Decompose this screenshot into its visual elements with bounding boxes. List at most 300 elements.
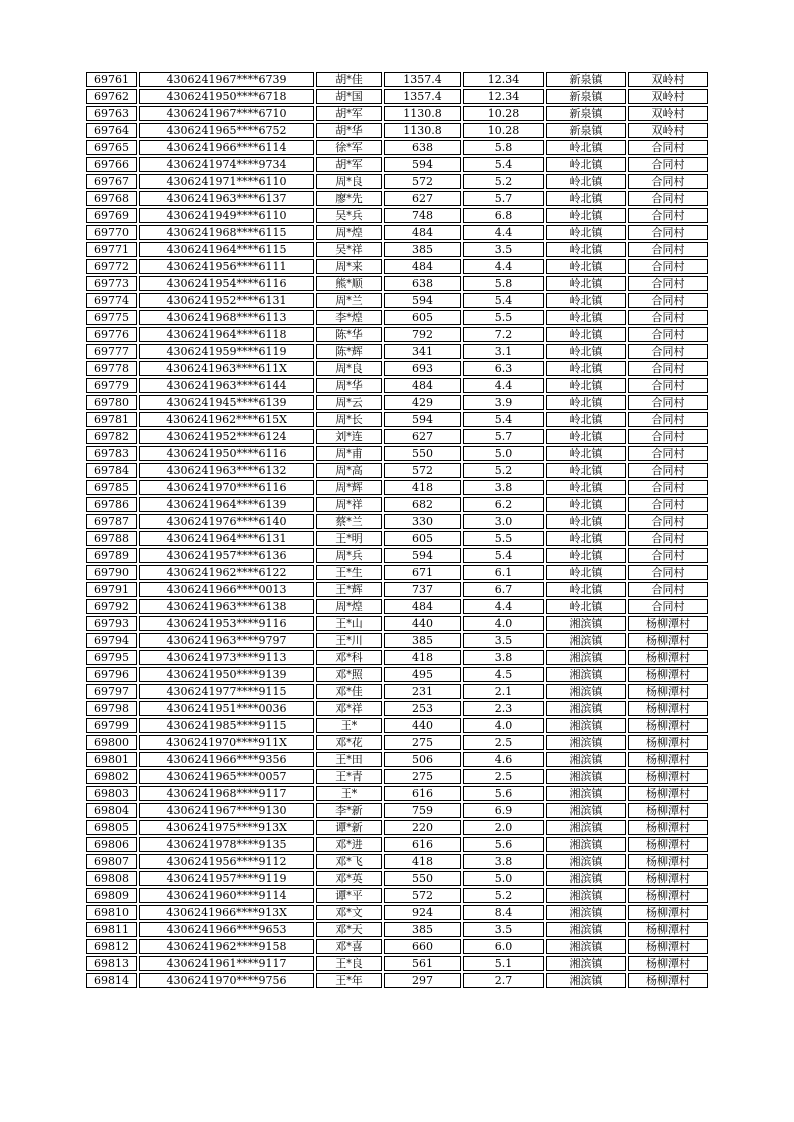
- cell-value-b: 5.6: [463, 837, 544, 852]
- cell-masked-name: 周*甫: [316, 446, 382, 461]
- cell-value-b: 2.5: [463, 769, 544, 784]
- cell-index: 69781: [86, 412, 137, 427]
- cell-value-b: 6.9: [463, 803, 544, 818]
- cell-value-b: 12.34: [463, 72, 544, 87]
- cell-masked-id-number: 4306241966****913X: [139, 905, 314, 920]
- cell-value-a: 627: [384, 191, 461, 206]
- cell-value-b: 5.8: [463, 140, 544, 155]
- table-row: [86, 463, 708, 478]
- cell-value-a: 253: [384, 701, 461, 716]
- cell-value-b: 5.7: [463, 191, 544, 206]
- cell-masked-name: 周*良: [316, 174, 382, 189]
- cell-masked-id-number: 4306241956****6111: [139, 259, 314, 274]
- cell-village: 杨柳潭村: [628, 854, 708, 869]
- cell-town: 湘滨镇: [546, 854, 626, 869]
- cell-value-a: 275: [384, 769, 461, 784]
- cell-value-a: 418: [384, 480, 461, 495]
- cell-index: 69765: [86, 140, 137, 155]
- cell-value-b: 2.1: [463, 684, 544, 699]
- table-row: [86, 242, 708, 257]
- table-row: [86, 293, 708, 308]
- cell-value-a: 594: [384, 157, 461, 172]
- cell-town: 湘滨镇: [546, 633, 626, 648]
- table-row: [86, 939, 708, 954]
- cell-village: 合同村: [628, 191, 708, 206]
- cell-village: 合同村: [628, 259, 708, 274]
- cell-index: 69770: [86, 225, 137, 240]
- cell-town: 湘滨镇: [546, 701, 626, 716]
- cell-village: 合同村: [628, 548, 708, 563]
- cell-value-b: 3.9: [463, 395, 544, 410]
- cell-value-b: 8.4: [463, 905, 544, 920]
- cell-value-a: 484: [384, 599, 461, 614]
- cell-town: 岭北镇: [546, 140, 626, 155]
- table-row: [86, 752, 708, 767]
- cell-masked-id-number: 4306241952****6124: [139, 429, 314, 444]
- table-row: [86, 735, 708, 750]
- cell-masked-id-number: 4306241951****0036: [139, 701, 314, 716]
- cell-value-b: 4.4: [463, 378, 544, 393]
- cell-town: 湘滨镇: [546, 667, 626, 682]
- cell-village: 合同村: [628, 599, 708, 614]
- cell-village: 合同村: [628, 225, 708, 240]
- cell-index: 69807: [86, 854, 137, 869]
- cell-masked-name: 王*青: [316, 769, 382, 784]
- cell-value-a: 748: [384, 208, 461, 223]
- cell-value-a: 418: [384, 854, 461, 869]
- cell-value-a: 627: [384, 429, 461, 444]
- cell-village: 合同村: [628, 497, 708, 512]
- cell-value-b: 5.4: [463, 293, 544, 308]
- cell-masked-name: 周*云: [316, 395, 382, 410]
- cell-village: 杨柳潭村: [628, 667, 708, 682]
- cell-village: 合同村: [628, 242, 708, 257]
- table-row: [86, 395, 708, 410]
- cell-masked-id-number: 4306241963****6144: [139, 378, 314, 393]
- cell-value-a: 341: [384, 344, 461, 359]
- table-row: [86, 769, 708, 784]
- cell-index: 69774: [86, 293, 137, 308]
- cell-town: 湘滨镇: [546, 905, 626, 920]
- cell-index: 69784: [86, 463, 137, 478]
- cell-masked-name: 李*煌: [316, 310, 382, 325]
- cell-town: 湘滨镇: [546, 820, 626, 835]
- cell-village: 杨柳潭村: [628, 769, 708, 784]
- table-row: [86, 701, 708, 716]
- cell-masked-id-number: 4306241967****9130: [139, 803, 314, 818]
- cell-masked-id-number: 4306241950****6116: [139, 446, 314, 461]
- cell-town: 湘滨镇: [546, 922, 626, 937]
- cell-masked-id-number: 4306241963****6132: [139, 463, 314, 478]
- table-row: [86, 480, 708, 495]
- cell-index: 69783: [86, 446, 137, 461]
- cell-value-b: 4.4: [463, 225, 544, 240]
- cell-masked-id-number: 4306241967****6739: [139, 72, 314, 87]
- cell-town: 岭北镇: [546, 327, 626, 342]
- cell-masked-id-number: 4306241952****6131: [139, 293, 314, 308]
- cell-masked-id-number: 4306241965****6752: [139, 123, 314, 138]
- cell-index: 69794: [86, 633, 137, 648]
- cell-value-a: 330: [384, 514, 461, 529]
- cell-value-a: 429: [384, 395, 461, 410]
- cell-town: 新泉镇: [546, 89, 626, 104]
- cell-town: 岭北镇: [546, 157, 626, 172]
- cell-index: 69791: [86, 582, 137, 597]
- cell-village: 合同村: [628, 531, 708, 546]
- cell-value-b: 5.7: [463, 429, 544, 444]
- cell-index: 69804: [86, 803, 137, 818]
- cell-village: 合同村: [628, 378, 708, 393]
- cell-masked-id-number: 4306241970****911X: [139, 735, 314, 750]
- cell-value-a: 506: [384, 752, 461, 767]
- cell-town: 湘滨镇: [546, 752, 626, 767]
- cell-masked-name: 周*兰: [316, 293, 382, 308]
- table-row: [86, 854, 708, 869]
- cell-index: 69813: [86, 956, 137, 971]
- cell-index: 69786: [86, 497, 137, 512]
- cell-masked-name: 邓*天: [316, 922, 382, 937]
- cell-index: 69780: [86, 395, 137, 410]
- cell-masked-name: 王*辉: [316, 582, 382, 597]
- table-row: [86, 803, 708, 818]
- cell-value-a: 616: [384, 837, 461, 852]
- cell-masked-name: 胡*军: [316, 106, 382, 121]
- cell-value-b: 5.5: [463, 531, 544, 546]
- cell-value-a: 1130.8: [384, 106, 461, 121]
- cell-masked-name: 邓*祥: [316, 701, 382, 716]
- cell-value-b: 2.5: [463, 735, 544, 750]
- cell-index: 69803: [86, 786, 137, 801]
- cell-masked-name: 邓*科: [316, 650, 382, 665]
- cell-masked-id-number: 4306241965****0057: [139, 769, 314, 784]
- cell-value-b: 5.0: [463, 871, 544, 886]
- cell-village: 杨柳潭村: [628, 922, 708, 937]
- table-row: [86, 140, 708, 155]
- table-row: [86, 837, 708, 852]
- cell-masked-id-number: 4306241966****0013: [139, 582, 314, 597]
- cell-masked-name: 王*: [316, 718, 382, 733]
- cell-value-a: 484: [384, 225, 461, 240]
- cell-value-b: 5.5: [463, 310, 544, 325]
- cell-value-b: 6.1: [463, 565, 544, 580]
- cell-value-b: 3.8: [463, 854, 544, 869]
- cell-masked-name: 王*年: [316, 973, 382, 988]
- cell-masked-id-number: 4306241977****9115: [139, 684, 314, 699]
- table-row: [86, 820, 708, 835]
- cell-town: 岭北镇: [546, 310, 626, 325]
- cell-town: 湘滨镇: [546, 769, 626, 784]
- roster-table: [84, 70, 710, 990]
- cell-value-a: 792: [384, 327, 461, 342]
- cell-value-a: 572: [384, 174, 461, 189]
- cell-village: 合同村: [628, 140, 708, 155]
- cell-index: 69808: [86, 871, 137, 886]
- cell-index: 69798: [86, 701, 137, 716]
- cell-value-b: 2.3: [463, 701, 544, 716]
- cell-value-a: 671: [384, 565, 461, 580]
- cell-masked-name: 谭*平: [316, 888, 382, 903]
- cell-village: 合同村: [628, 327, 708, 342]
- cell-masked-id-number: 4306241945****6139: [139, 395, 314, 410]
- table-row: [86, 208, 708, 223]
- table-row: [86, 786, 708, 801]
- cell-masked-id-number: 4306241964****6118: [139, 327, 314, 342]
- cell-masked-id-number: 4306241985****9115: [139, 718, 314, 733]
- cell-masked-name: 廖*先: [316, 191, 382, 206]
- cell-village: 杨柳潭村: [628, 888, 708, 903]
- cell-town: 岭北镇: [546, 463, 626, 478]
- cell-value-b: 3.8: [463, 480, 544, 495]
- cell-value-a: 682: [384, 497, 461, 512]
- cell-index: 69810: [86, 905, 137, 920]
- cell-village: 杨柳潭村: [628, 973, 708, 988]
- cell-village: 杨柳潭村: [628, 939, 708, 954]
- cell-masked-name: 周*来: [316, 259, 382, 274]
- cell-masked-id-number: 4306241963****6138: [139, 599, 314, 614]
- cell-value-a: 561: [384, 956, 461, 971]
- cell-town: 岭北镇: [546, 599, 626, 614]
- cell-index: 69782: [86, 429, 137, 444]
- cell-value-b: 4.0: [463, 616, 544, 631]
- cell-masked-name: 周*煌: [316, 599, 382, 614]
- cell-value-a: 594: [384, 293, 461, 308]
- cell-value-a: 495: [384, 667, 461, 682]
- cell-index: 69793: [86, 616, 137, 631]
- cell-masked-id-number: 4306241962****615X: [139, 412, 314, 427]
- cell-value-b: 5.4: [463, 548, 544, 563]
- cell-index: 69801: [86, 752, 137, 767]
- cell-masked-name: 邓*佳: [316, 684, 382, 699]
- cell-index: 69800: [86, 735, 137, 750]
- cell-index: 69767: [86, 174, 137, 189]
- cell-index: 69768: [86, 191, 137, 206]
- cell-town: 湘滨镇: [546, 871, 626, 886]
- cell-masked-id-number: 4306241954****6116: [139, 276, 314, 291]
- cell-value-b: 4.4: [463, 259, 544, 274]
- cell-masked-id-number: 4306241956****9112: [139, 854, 314, 869]
- table-row: [86, 616, 708, 631]
- cell-value-a: 297: [384, 973, 461, 988]
- cell-masked-name: 周*长: [316, 412, 382, 427]
- cell-masked-id-number: 4306241978****9135: [139, 837, 314, 852]
- cell-masked-name: 邓*进: [316, 837, 382, 852]
- cell-village: 杨柳潭村: [628, 752, 708, 767]
- cell-masked-name: 胡*华: [316, 123, 382, 138]
- cell-masked-name: 邓*花: [316, 735, 382, 750]
- cell-town: 湘滨镇: [546, 735, 626, 750]
- cell-value-b: 4.0: [463, 718, 544, 733]
- cell-town: 岭北镇: [546, 225, 626, 240]
- cell-value-b: 3.8: [463, 650, 544, 665]
- cell-value-a: 616: [384, 786, 461, 801]
- cell-town: 新泉镇: [546, 106, 626, 121]
- cell-index: 69785: [86, 480, 137, 495]
- cell-index: 69762: [86, 89, 137, 104]
- cell-index: 69787: [86, 514, 137, 529]
- cell-masked-id-number: 4306241963****611X: [139, 361, 314, 376]
- cell-value-a: 638: [384, 140, 461, 155]
- table-row: [86, 412, 708, 427]
- cell-masked-id-number: 4306241966****9653: [139, 922, 314, 937]
- cell-masked-id-number: 4306241953****9116: [139, 616, 314, 631]
- cell-town: 湘滨镇: [546, 956, 626, 971]
- cell-village: 合同村: [628, 361, 708, 376]
- table-row: [86, 310, 708, 325]
- cell-masked-id-number: 4306241968****6113: [139, 310, 314, 325]
- cell-value-a: 737: [384, 582, 461, 597]
- cell-masked-id-number: 4306241959****6119: [139, 344, 314, 359]
- cell-village: 合同村: [628, 480, 708, 495]
- cell-value-a: 550: [384, 871, 461, 886]
- cell-index: 69764: [86, 123, 137, 138]
- cell-value-b: 5.2: [463, 888, 544, 903]
- cell-town: 岭北镇: [546, 191, 626, 206]
- cell-value-b: 2.0: [463, 820, 544, 835]
- cell-index: 69772: [86, 259, 137, 274]
- table-row: [86, 922, 708, 937]
- cell-value-b: 3.5: [463, 242, 544, 257]
- cell-index: 69814: [86, 973, 137, 988]
- cell-index: 69796: [86, 667, 137, 682]
- table-row: [86, 225, 708, 240]
- cell-index: 69771: [86, 242, 137, 257]
- cell-masked-name: 蔡*兰: [316, 514, 382, 529]
- cell-value-b: 5.0: [463, 446, 544, 461]
- cell-value-b: 10.28: [463, 106, 544, 121]
- cell-masked-name: 李*新: [316, 803, 382, 818]
- cell-masked-id-number: 4306241949****6110: [139, 208, 314, 223]
- cell-town: 岭北镇: [546, 531, 626, 546]
- cell-town: 岭北镇: [546, 378, 626, 393]
- cell-value-b: 3.1: [463, 344, 544, 359]
- cell-value-b: 5.4: [463, 412, 544, 427]
- cell-value-b: 6.8: [463, 208, 544, 223]
- cell-masked-id-number: 4306241950****9139: [139, 667, 314, 682]
- table-row: [86, 89, 708, 104]
- cell-town: 湘滨镇: [546, 616, 626, 631]
- cell-masked-name: 胡*佳: [316, 72, 382, 87]
- table-row: [86, 718, 708, 733]
- cell-masked-name: 邓*英: [316, 871, 382, 886]
- cell-masked-name: 周*煌: [316, 225, 382, 240]
- cell-masked-name: 王*明: [316, 531, 382, 546]
- table-row: [86, 123, 708, 138]
- cell-index: 69789: [86, 548, 137, 563]
- table-row: [86, 446, 708, 461]
- table-row: [86, 633, 708, 648]
- cell-index: 69788: [86, 531, 137, 546]
- cell-value-a: 484: [384, 259, 461, 274]
- cell-masked-id-number: 4306241970****6116: [139, 480, 314, 495]
- cell-village: 杨柳潭村: [628, 820, 708, 835]
- cell-town: 湘滨镇: [546, 786, 626, 801]
- cell-village: 合同村: [628, 429, 708, 444]
- cell-value-a: 660: [384, 939, 461, 954]
- cell-masked-id-number: 4306241970****9756: [139, 973, 314, 988]
- cell-value-b: 6.2: [463, 497, 544, 512]
- cell-masked-name: 徐*军: [316, 140, 382, 155]
- cell-index: 69763: [86, 106, 137, 121]
- cell-masked-name: 王*: [316, 786, 382, 801]
- cell-village: 合同村: [628, 395, 708, 410]
- cell-village: 杨柳潭村: [628, 650, 708, 665]
- cell-town: 湘滨镇: [546, 684, 626, 699]
- cell-masked-name: 王*田: [316, 752, 382, 767]
- cell-masked-name: 周*祥: [316, 497, 382, 512]
- cell-index: 69812: [86, 939, 137, 954]
- cell-masked-name: 陈*辉: [316, 344, 382, 359]
- cell-masked-id-number: 4306241964****6131: [139, 531, 314, 546]
- cell-value-a: 572: [384, 463, 461, 478]
- table-row: [86, 106, 708, 121]
- cell-value-a: 550: [384, 446, 461, 461]
- cell-index: 69811: [86, 922, 137, 937]
- cell-village: 杨柳潭村: [628, 871, 708, 886]
- cell-masked-name: 吴*祥: [316, 242, 382, 257]
- cell-village: 合同村: [628, 344, 708, 359]
- cell-village: 合同村: [628, 582, 708, 597]
- cell-value-a: 231: [384, 684, 461, 699]
- cell-town: 岭北镇: [546, 480, 626, 495]
- cell-town: 岭北镇: [546, 565, 626, 580]
- cell-village: 杨柳潭村: [628, 837, 708, 852]
- cell-value-b: 5.8: [463, 276, 544, 291]
- cell-town: 岭北镇: [546, 395, 626, 410]
- cell-village: 双岭村: [628, 89, 708, 104]
- cell-town: 湘滨镇: [546, 837, 626, 852]
- cell-masked-id-number: 4306241962****6122: [139, 565, 314, 580]
- table-row: [86, 956, 708, 971]
- table-row: [86, 191, 708, 206]
- table-row: [86, 174, 708, 189]
- cell-value-b: 5.2: [463, 463, 544, 478]
- cell-value-b: 7.2: [463, 327, 544, 342]
- cell-town: 岭北镇: [546, 259, 626, 274]
- cell-masked-name: 邓*文: [316, 905, 382, 920]
- cell-town: 湘滨镇: [546, 939, 626, 954]
- cell-index: 69769: [86, 208, 137, 223]
- cell-town: 岭北镇: [546, 412, 626, 427]
- cell-index: 69809: [86, 888, 137, 903]
- table-row: [86, 667, 708, 682]
- table-row: [86, 378, 708, 393]
- cell-value-a: 594: [384, 548, 461, 563]
- cell-masked-id-number: 4306241963****9797: [139, 633, 314, 648]
- cell-index: 69806: [86, 837, 137, 852]
- cell-village: 双岭村: [628, 123, 708, 138]
- table-row: [86, 276, 708, 291]
- cell-value-b: 6.3: [463, 361, 544, 376]
- cell-masked-name: 吴*兵: [316, 208, 382, 223]
- cell-village: 杨柳潭村: [628, 786, 708, 801]
- cell-town: 岭北镇: [546, 429, 626, 444]
- cell-village: 杨柳潭村: [628, 701, 708, 716]
- cell-value-a: 275: [384, 735, 461, 750]
- cell-index: 69802: [86, 769, 137, 784]
- table-row: [86, 514, 708, 529]
- cell-masked-id-number: 4306241967****6710: [139, 106, 314, 121]
- table-row: [86, 973, 708, 988]
- cell-town: 岭北镇: [546, 446, 626, 461]
- cell-village: 杨柳潭村: [628, 616, 708, 631]
- cell-masked-name: 胡*国: [316, 89, 382, 104]
- cell-village: 合同村: [628, 174, 708, 189]
- cell-masked-name: 熊*顺: [316, 276, 382, 291]
- table-row: [86, 871, 708, 886]
- cell-town: 岭北镇: [546, 361, 626, 376]
- cell-value-b: 2.7: [463, 973, 544, 988]
- cell-masked-name: 王*川: [316, 633, 382, 648]
